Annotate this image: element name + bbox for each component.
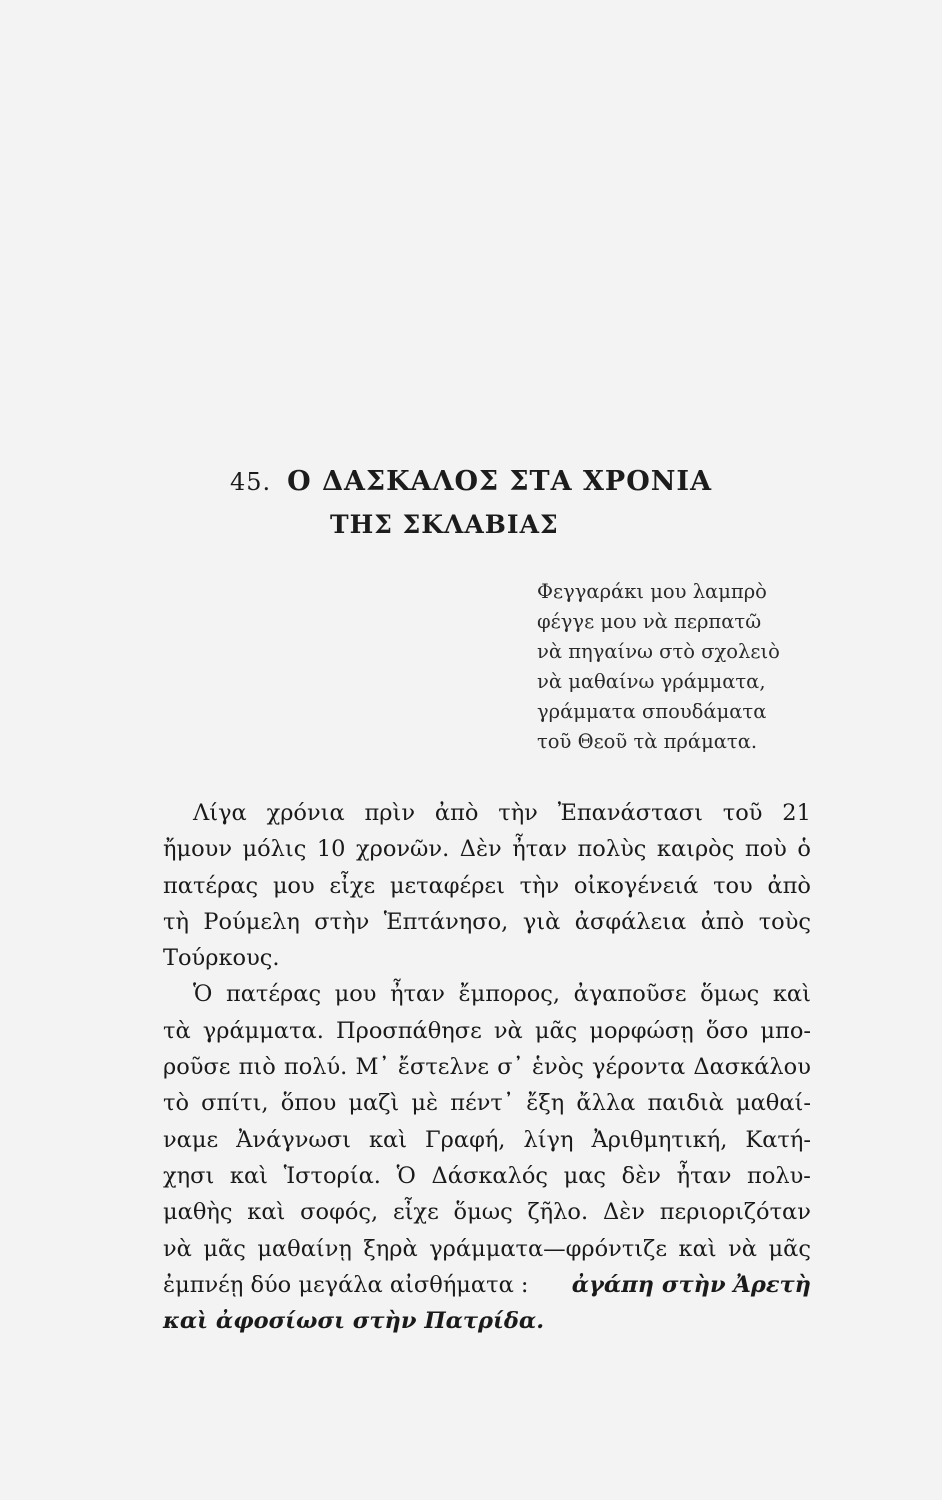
- word: σ᾽: [497, 1054, 524, 1081]
- word: Ἱστορία.: [283, 1162, 381, 1189]
- word: ἔστελνε: [397, 1054, 490, 1081]
- word: χησι: [163, 1162, 215, 1189]
- word: Προσπάθησε: [335, 1017, 482, 1044]
- word: μου: [272, 872, 315, 899]
- word: Λίγα: [193, 800, 247, 826]
- verse-line: νὰ πηγαίνω στὸ σχολειὸ: [537, 640, 780, 663]
- verse-line: γράμματα σπουδάματα: [537, 700, 767, 723]
- word: νὰ: [163, 1235, 192, 1262]
- verse-line: φέγγε μου νὰ περπατῶ: [537, 610, 762, 633]
- word: ἔμπορος,: [458, 981, 561, 1008]
- text-line: [163, 1049, 811, 1085]
- word: μαθαί-: [735, 1090, 811, 1117]
- text-line: [163, 1013, 811, 1049]
- text-line: [163, 904, 811, 940]
- epigraph-verse: [537, 577, 780, 757]
- word: μᾶς: [768, 1235, 811, 1262]
- body-text: [163, 795, 811, 1339]
- word: Ὁ: [396, 1162, 416, 1189]
- word: γέροντα: [592, 1054, 686, 1081]
- word: ὅσο: [705, 1017, 749, 1044]
- word: Δασκάλου: [693, 1054, 811, 1081]
- chapter-heading: [230, 466, 712, 497]
- word: μαθαίνῃ: [257, 1235, 352, 1262]
- word: ἀγαποῦσε: [573, 981, 687, 1008]
- word: Ἐπανάστασι: [557, 800, 703, 826]
- word: Γραφή,: [425, 1126, 506, 1153]
- word: του: [713, 872, 753, 899]
- verse-line: νὰ μαθαίνω γράμματα,: [537, 670, 766, 693]
- word: μᾶς: [534, 1017, 578, 1044]
- word: ξηρὰ: [363, 1235, 418, 1262]
- word: 10: [316, 836, 346, 863]
- text-line: [163, 940, 811, 976]
- word: σοφός,: [300, 1199, 379, 1226]
- word: πατέρας: [225, 981, 322, 1008]
- word: πολυ-: [747, 1162, 811, 1189]
- word: μας: [563, 1162, 607, 1189]
- word: ἦταν: [390, 981, 445, 1008]
- text-line: [163, 1085, 811, 1121]
- word: Ἀριθμητική,: [591, 1126, 728, 1153]
- word: μόλις: [242, 836, 307, 863]
- word: καὶ: [772, 981, 811, 1008]
- word: τὰ: [163, 1017, 191, 1044]
- word: μορφώσῃ: [589, 1017, 694, 1044]
- word: καὶ: [368, 1126, 408, 1153]
- text-line: [163, 1267, 811, 1303]
- word: τὴν: [519, 872, 560, 899]
- word: στὴν: [314, 908, 370, 935]
- word: οἰκογένειά: [573, 872, 699, 899]
- word: Δάσκαλός: [431, 1162, 548, 1189]
- text-line-content: ἐμπνέῃ δύο μεγάλα αἰσθήματα :: [163, 1271, 529, 1298]
- word: ἀπὸ: [434, 800, 479, 826]
- word: ἑνὸς: [531, 1054, 584, 1081]
- word: λίγη: [523, 1126, 574, 1153]
- word: ἔξη: [526, 1090, 565, 1117]
- word: τὴν: [498, 800, 538, 826]
- word: Δὲν: [459, 836, 502, 863]
- chapter-number: 45.: [230, 468, 272, 496]
- chapter-title-line-2: ΤΗΣ ΣΚΛΑΒΙΑΣ: [330, 510, 559, 539]
- word: καιρὸς: [656, 836, 735, 863]
- word: Δὲν: [602, 1199, 645, 1226]
- word: παιδιὰ: [647, 1090, 724, 1117]
- word: μᾶς: [203, 1235, 246, 1262]
- word: ροῦσε: [163, 1054, 231, 1081]
- text-line: [163, 795, 811, 831]
- word: τὴ: [163, 908, 189, 935]
- word: εἶχε: [392, 1199, 439, 1226]
- word: πολύ.: [283, 1054, 348, 1081]
- word: γράμματα—φρόντιζε: [429, 1235, 667, 1262]
- text-line: [163, 831, 811, 867]
- word: ἀσφάλεια: [574, 908, 687, 935]
- word: ἦταν: [512, 836, 568, 863]
- text-line: [163, 1303, 811, 1339]
- text-line: [163, 868, 811, 904]
- word: Μ᾽: [355, 1054, 390, 1081]
- word: ὅμως: [453, 1199, 513, 1226]
- word: μπο-: [760, 1017, 811, 1044]
- word: νὰ: [493, 1017, 523, 1044]
- word: γράμματα.: [202, 1017, 324, 1044]
- word: καὶ: [229, 1162, 269, 1189]
- word: πέντ᾽: [450, 1090, 515, 1117]
- text-line: [163, 976, 811, 1012]
- word: τοῦ: [722, 800, 763, 826]
- text-line: [163, 1194, 811, 1230]
- word: τὸ: [163, 1090, 189, 1117]
- word: μεταφέρει: [389, 872, 505, 899]
- word: μὲ: [411, 1090, 439, 1117]
- word: ὅμως: [700, 981, 760, 1008]
- word: Ὁ: [193, 981, 213, 1008]
- verse-line: τοῦ Θεοῦ τὰ πράματα.: [537, 730, 758, 753]
- word: γιὰ: [522, 908, 561, 935]
- word: ἦταν: [676, 1162, 732, 1189]
- word: σπίτι,: [201, 1090, 269, 1117]
- text-line: [163, 1122, 811, 1158]
- word: ναμε: [163, 1126, 219, 1153]
- word: ἤμουν: [163, 836, 233, 863]
- word: χρόνια: [266, 800, 345, 826]
- word: μαθὴς: [163, 1199, 233, 1226]
- word: χρονῶν.: [355, 836, 450, 863]
- word: δὲν: [621, 1162, 661, 1189]
- word: μου: [334, 981, 377, 1008]
- word: πατέρας: [163, 872, 259, 899]
- word: πιὸ: [238, 1054, 276, 1081]
- word: εἶχε: [329, 872, 376, 899]
- word: πολὺς: [577, 836, 647, 863]
- word: Ἑπτάνησο,: [383, 908, 509, 935]
- verse-line: Φεγγαράκι μου λαμπρὸ: [537, 580, 767, 603]
- word: ποὺ: [744, 836, 787, 863]
- text-line-content: Τούρκους.: [163, 945, 280, 972]
- word: Κατή-: [745, 1126, 811, 1153]
- word: ὅπου: [280, 1090, 337, 1117]
- emphasized-text: καὶ ἀφοσίωσι στὴν Πατρίδα.: [163, 1308, 545, 1335]
- word: Ἀνάγνωσι: [236, 1126, 351, 1153]
- word: νὰ: [728, 1235, 757, 1262]
- word: ζῆλο.: [527, 1199, 589, 1226]
- word: ἀπὸ: [700, 908, 745, 935]
- word: ἀπὸ: [767, 872, 811, 899]
- word: μαζὶ: [348, 1090, 400, 1117]
- word: ὁ: [797, 836, 811, 863]
- word: 21: [782, 800, 811, 826]
- word: καὶ: [247, 1199, 286, 1226]
- text-line: [163, 1158, 811, 1194]
- text-line: [163, 1231, 811, 1267]
- word: περιοριζόταν: [659, 1199, 811, 1226]
- word: Ρούμελη: [203, 908, 300, 935]
- word: ἄλλα: [576, 1090, 636, 1117]
- emphasized-text: ἀγάπη στὴν Ἀρετὴ: [571, 1271, 811, 1298]
- word: τοὺς: [758, 908, 811, 935]
- chapter-title-line-1: Ο ΔΑΣΚΑΛΟΣ ΣΤΑ ΧΡΟΝΙΑ: [287, 466, 713, 497]
- word: πρὶν: [364, 800, 416, 826]
- word: καὶ: [678, 1235, 717, 1262]
